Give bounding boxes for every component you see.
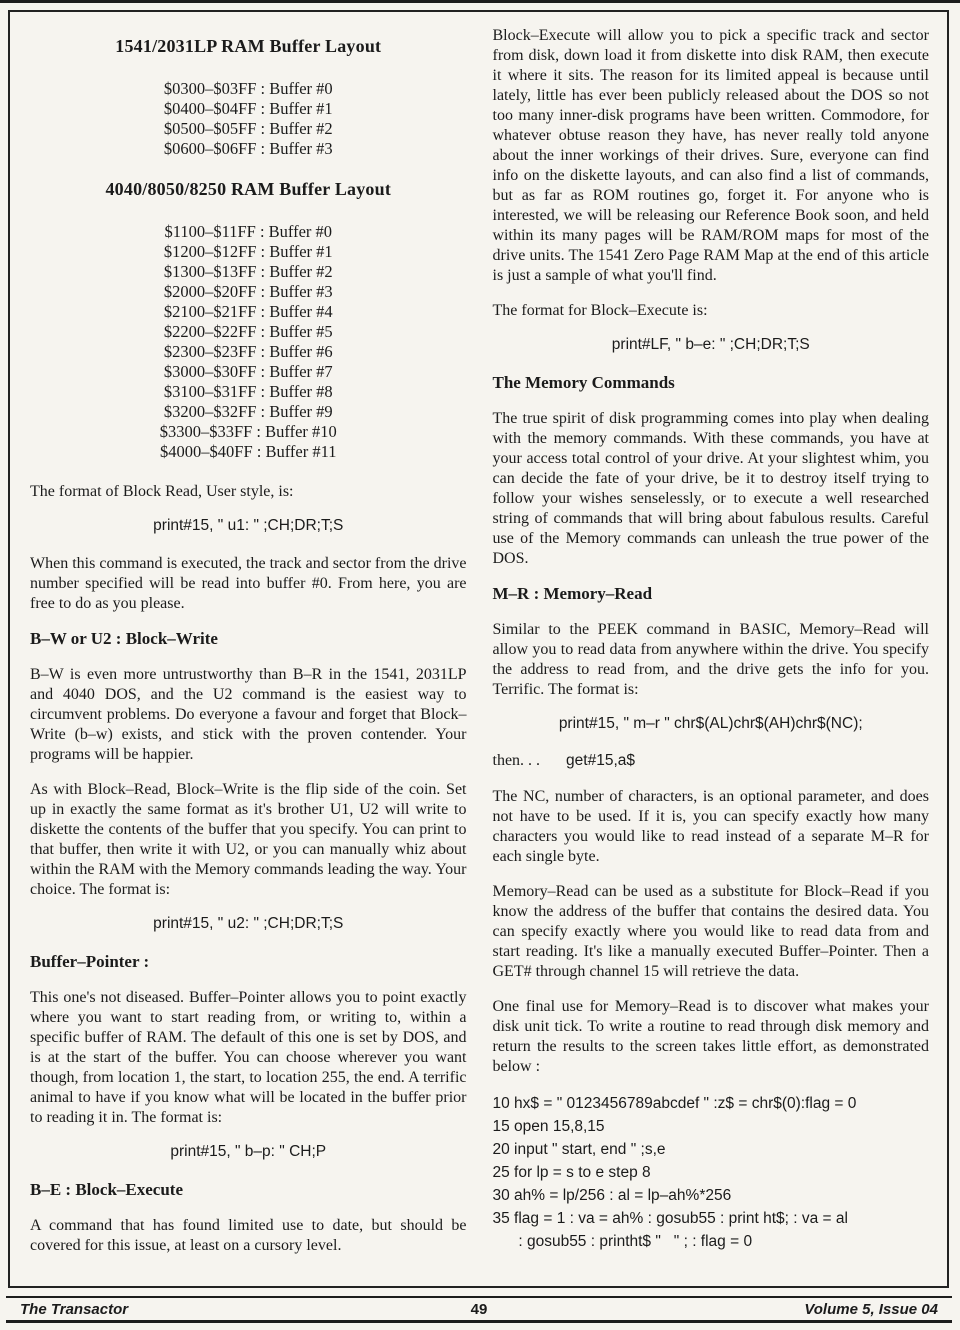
buffer-entry: $3200–$32FF : Buffer #9 xyxy=(163,402,333,421)
listing-line: 15 open 15,8,15 xyxy=(492,1118,605,1135)
paragraph-true-spirit: The true spirit of disk programming comes into play when dealing with the memory commands. With these commands, you have at your access total control of your drive. At your slightest whim, you can decide the fate of your drive, be it to destroy itself trying to follow your wishes senselessly, or to execute a well researched string of commands that will bring about fabulous results. Careful use of the Memory commands can unleash the true power of the DOS. xyxy=(492,410,929,567)
content-box xyxy=(8,10,949,1288)
heading-buffer-pointer: Buffer–Pointer : xyxy=(30,952,150,971)
paragraph-block-execute: Block–Execute will allow you to pick a specific track and sector from disk, down load it from diskette into disk RAM, then execute it where it sits. The reason for its limited appeal is because until lately, little has ever been publicly released about the DOS so not too many inner-disk programs have been written. Commodore, for whatever obtuse reason they have, has never really told anyone about the inner workings of their drives. Sure, everyone can find info on the diskette layouts, and can also find a list of commands, but as far as ROM routines go, forget it. For anyone who is interested, we will be releasing our Reference Book soon, and held within its many pages will be RAM/ROM maps for most of the drive units. The 1541 Zero Page RAM Map at the end of this article is just a sample of what you'll find. xyxy=(492,27,929,284)
ram-layout-1541-title: 1541/2031LP RAM Buffer Layout xyxy=(115,36,382,56)
buffer-entry: $2200–$22FF : Buffer #5 xyxy=(163,322,333,341)
buffer-entry: $1200–$12FF : Buffer #1 xyxy=(163,242,333,261)
buffer-entry: $2000–$20FF : Buffer #3 xyxy=(163,282,333,301)
buffer-entry: $0300–$03FF : Buffer #0 xyxy=(163,79,333,98)
heading-memory-read: M–R : Memory–Read xyxy=(492,584,653,603)
code-u1-format: print#15, " u1: " ;CH;DR;T;S xyxy=(153,517,344,534)
buffer-entry: $3000–$30FF : Buffer #7 xyxy=(163,362,333,381)
buffer-entry: $3300–$33FF : Buffer #10 xyxy=(159,422,337,441)
basic-code-listing xyxy=(493,1092,930,1253)
ram-layout-4040-list xyxy=(30,222,467,462)
paragraph-one-final-use: One final use for Memory–Read is to discover what makes your disk unit tick. To write a routine to read through disk memory and return the results to the screen takes little effort, as demonstrated below : xyxy=(492,998,929,1075)
buffer-entry: $0400–$04FF : Buffer #1 xyxy=(163,99,333,118)
listing-line: 10 hx$ = " 0123456789abcdef " :z$ = chr$(0):flag = 0 xyxy=(492,1095,857,1112)
paragraph-as-with-block-read: As with Block–Read, Block–Write is the flip side of the coin. Set up in exactly the same format as it's brother U1, U2 will write to diskette the contents of the buffer that you specify. You can print to that buffer, then write it with U2, or you can manually whiz about within the RAM with the Memory commands leading the way. Your choice. The format is: xyxy=(30,781,467,898)
buffer-entry: $2100–$21FF : Buffer #4 xyxy=(163,302,333,321)
paragraph-format-block-read: The format of Block Read, User style, is: xyxy=(30,483,294,500)
paragraph-nc-param: The NC, number of characters, is an optional parameter, and does not have to be used. If it is, you can specify exactly how many characters you would like to read instead of a separate M–R for each single byte. xyxy=(492,788,929,865)
paragraph-when-executed: When this command is executed, the track and sector from the drive number specified will be read into buffer #0. From here, you are free to do as you please. xyxy=(30,555,467,612)
heading-block-execute: B–E : Block–Execute xyxy=(30,1180,183,1199)
footer-magazine-title: The Transactor xyxy=(20,1301,129,1318)
heading-memory-commands: The Memory Commands xyxy=(492,373,675,392)
buffer-entry: $1300–$13FF : Buffer #2 xyxy=(163,262,333,281)
buffer-entry: $1100–$11FF : Buffer #0 xyxy=(164,222,333,241)
footer-issue-label: Volume 5, Issue 04 xyxy=(804,1301,938,1318)
paragraph-block-execute-intro: A command that has found limited use to date, but should be covered for this issue, at least on a cursory level. xyxy=(30,1217,467,1254)
ram-layout-4040-title: 4040/8050/8250 RAM Buffer Layout xyxy=(105,179,392,199)
paragraph-bw-untrustworthy: B–W is even more untrustworthy than B–R in the 1541, 2031LP and 4040 DOS, and the U2 command is the easiest way to circumvent problems. Do everyone a favour and forget that Block–Write (b–w) exists, and stick with the proven contender. Your programs will be happier. xyxy=(30,666,467,763)
listing-line: 20 input " start, end " ;s,e xyxy=(492,1141,666,1158)
paragraph-buffer-pointer: This one's not diseased. Buffer–Pointer allows you to point exactly where you want to start reading from, or writing to, within a specific buffer of RAM. The default of this one is set by DOS, and is at the start of the buffer. You can choose wherever you want though, from location 1, the start, to location 255, the end. A terrific animal to have if you know what will be located in the buffer prior to reading it in. The format is: xyxy=(30,989,467,1126)
buffer-entry: $4000–$40FF : Buffer #11 xyxy=(160,442,337,461)
then-label: then. . . xyxy=(492,752,541,769)
buffer-entry: $3100–$31FF : Buffer #8 xyxy=(163,382,333,401)
code-mr-format: print#15, " m–r " chr$(AL)chr$(AH)chr$(NC); xyxy=(558,715,863,732)
footer-page-number: 49 xyxy=(470,1301,488,1318)
buffer-entry: $2300–$23FF : Buffer #6 xyxy=(163,342,333,361)
heading-block-write: B–W or U2 : Block–Write xyxy=(30,629,218,648)
page-footer xyxy=(6,1296,952,1323)
listing-line: 30 ah% = lp/256 : al = lp–ah%*256 xyxy=(492,1187,732,1204)
page-top-rule xyxy=(0,0,960,3)
then-get-line xyxy=(493,752,930,770)
ram-layout-1541-list xyxy=(30,79,467,159)
buffer-entry: $0500–$05FF : Buffer #2 xyxy=(163,119,333,138)
code-be-format: print#LF, " b–e: " ;CH;DR;T;S xyxy=(611,336,810,353)
listing-line: : gosub55 : printht$ " " ; : flag = 0 xyxy=(492,1233,753,1250)
paragraph-mr-substitute: Memory–Read can be used as a substitute for Block–Read if you know the address of the buffer that contains the desired data. You can specify exactly where you would like to read data from and start reading. It's like a manually executed Buffer–Pointer. Then a GET# through channel 15 will retrieve the data. xyxy=(492,883,929,980)
listing-line: 35 flag = 1 : va = ah% : gosub55 : print ht$; : va = al xyxy=(492,1210,848,1227)
paragraph-format-for-be: The format for Block–Execute is: xyxy=(492,302,708,319)
code-u2-format: print#15, " u2: " ;CH;DR;T;S xyxy=(153,915,344,932)
paragraph-similar-peek: Similar to the PEEK command in BASIC, Memory–Read will allow you to read data from anywhere within the drive. You specify the address to read from, and the drive gets the info for you. Terrific. The format is: xyxy=(492,621,929,698)
buffer-entry: $0600–$06FF : Buffer #3 xyxy=(163,139,333,158)
right-column xyxy=(493,26,930,1286)
code-bp-format: print#15, " b–p: " CH;P xyxy=(170,1143,327,1160)
left-column xyxy=(30,26,467,1286)
then-code: get#15,a$ xyxy=(566,752,636,769)
listing-line: 25 for lp = s to e step 8 xyxy=(492,1164,651,1181)
